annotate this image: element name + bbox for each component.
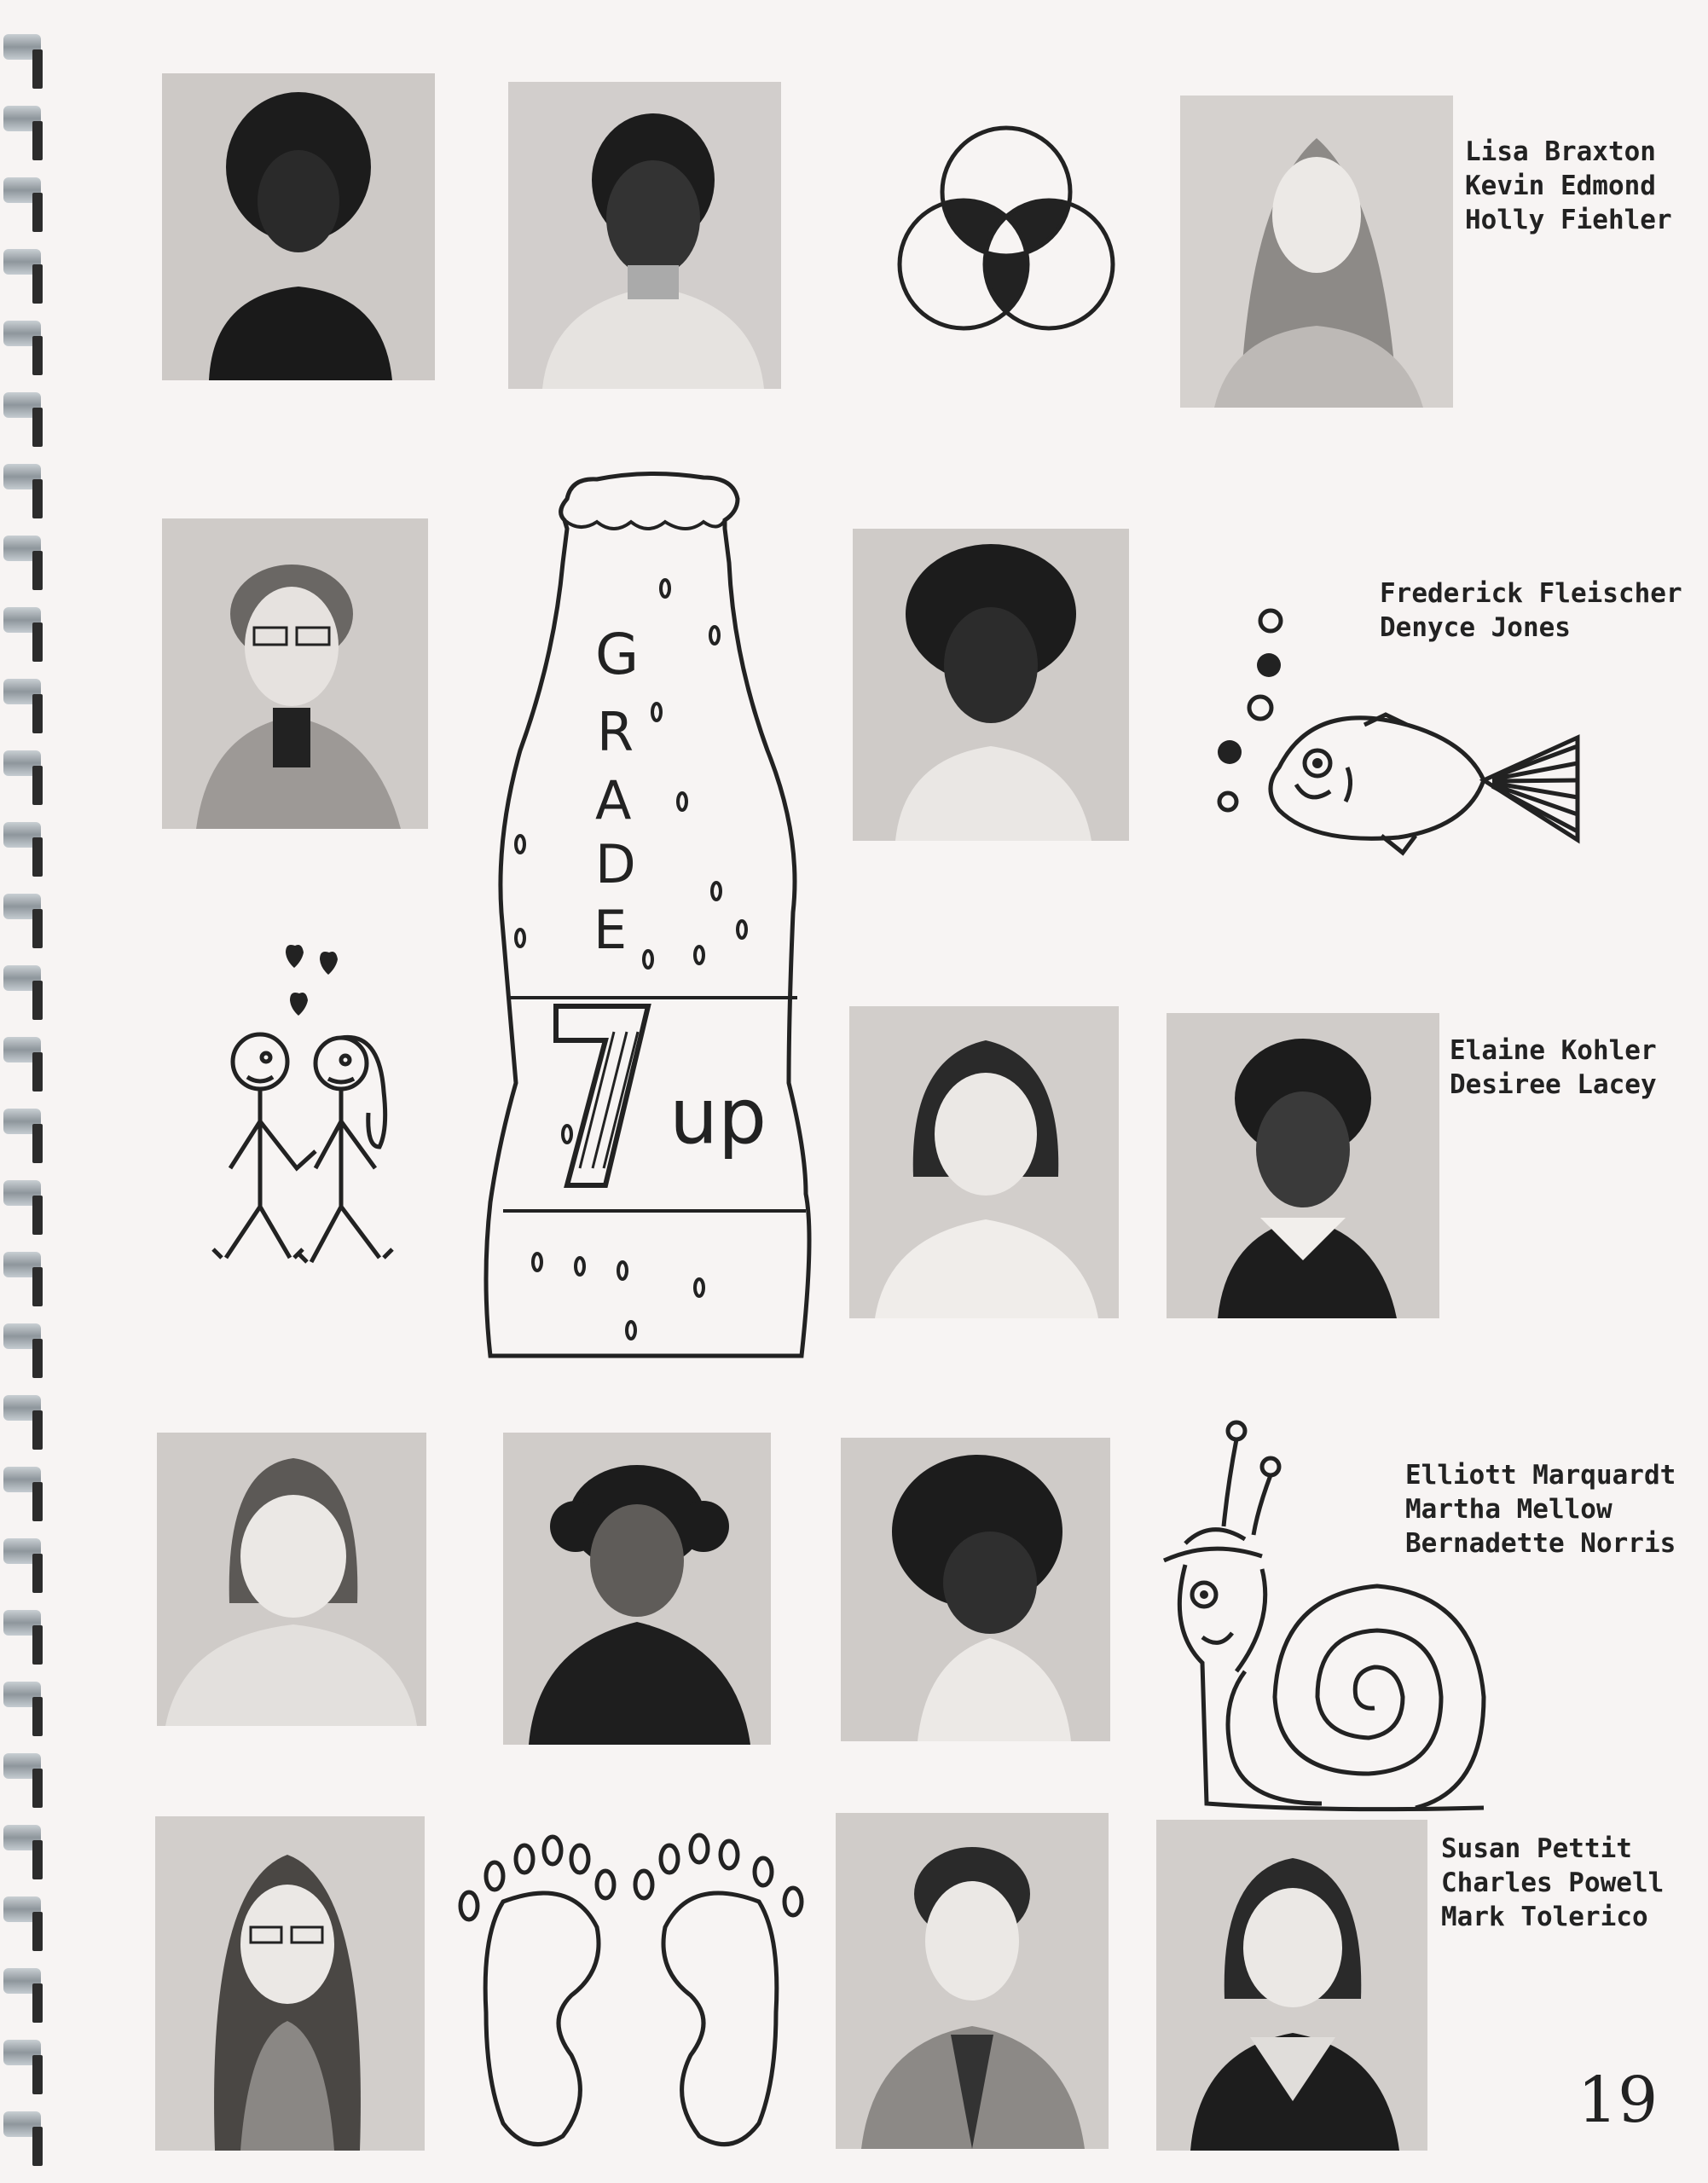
binding-hole <box>32 121 43 160</box>
venn-diagram-doodle <box>878 119 1134 367</box>
binding-hole <box>32 1625 43 1665</box>
binding-hole <box>32 981 43 1020</box>
bottle-letter: R <box>597 701 634 763</box>
student-name: Lisa Braxton <box>1465 136 1656 167</box>
student-name: Kevin Edmond <box>1465 171 1656 201</box>
binding-hole <box>32 1769 43 1808</box>
student-photo <box>849 1006 1119 1318</box>
student-photo <box>853 529 1129 841</box>
name-list <box>1450 1034 1657 1102</box>
binding-hole <box>32 622 43 662</box>
student-photo <box>155 1816 425 2151</box>
bottle-letter: E <box>593 899 628 961</box>
binding-hole <box>32 837 43 877</box>
student-photo <box>1180 96 1453 408</box>
student-photo <box>503 1433 771 1745</box>
binding-hole <box>32 694 43 733</box>
binding-hole <box>32 1482 43 1521</box>
student-photo <box>508 82 781 389</box>
student-name: Frederick Fleischer <box>1380 578 1682 609</box>
student-photo <box>1156 1820 1427 2151</box>
student-photo <box>162 518 428 829</box>
bottle-letter: A <box>595 769 632 831</box>
binding-hole <box>32 1267 43 1306</box>
binding-hole <box>32 1983 43 2023</box>
binding-hole <box>32 1697 43 1736</box>
grade-7-up-bottle-doodle <box>478 469 810 1373</box>
spiral-binding <box>0 0 60 2183</box>
student-name: Bernadette Norris <box>1405 1528 1676 1559</box>
student-name: Holly Fiehler <box>1465 205 1672 235</box>
binding-hole <box>32 766 43 805</box>
name-list <box>1380 576 1682 645</box>
binding-hole <box>32 1840 43 1879</box>
binding-hole <box>32 1196 43 1235</box>
binding-hole <box>32 1052 43 1092</box>
bottle-letter: D <box>595 833 636 895</box>
binding-hole <box>32 1410 43 1450</box>
student-name: Elliott Marquardt <box>1405 1460 1676 1491</box>
bottle-up-text: up <box>669 1072 767 1161</box>
student-photo <box>836 1813 1109 2149</box>
binding-hole <box>32 1339 43 1378</box>
student-name: Denyce Jones <box>1380 612 1571 643</box>
binding-hole <box>32 336 43 375</box>
student-name: Martha Mellow <box>1405 1494 1612 1525</box>
footprints-doodle <box>452 1825 810 2157</box>
binding-hole <box>32 49 43 89</box>
student-photo <box>841 1438 1110 1741</box>
binding-hole <box>32 2055 43 2094</box>
binding-hole <box>32 909 43 948</box>
binding-hole <box>32 1912 43 1951</box>
student-name: Mark Tolerico <box>1441 1902 1648 1932</box>
page-number: 19 <box>1578 2064 1659 2137</box>
binding-hole <box>32 408 43 447</box>
binding-hole <box>32 1124 43 1163</box>
binding-hole <box>32 551 43 590</box>
name-list <box>1441 1832 1664 1934</box>
binding-hole <box>32 264 43 304</box>
stick-figure-couple-doodle <box>213 942 401 1317</box>
binding-hole <box>32 2127 43 2166</box>
student-name: Elaine Kohler <box>1450 1035 1657 1066</box>
student-photo <box>162 73 435 380</box>
student-name: Susan Pettit <box>1441 1833 1632 1864</box>
name-list <box>1405 1458 1676 1561</box>
name-list <box>1465 135 1672 237</box>
binding-hole <box>32 193 43 232</box>
student-photo <box>157 1433 426 1726</box>
binding-hole <box>32 479 43 518</box>
student-name: Charles Powell <box>1441 1867 1665 1898</box>
bottle-letter: G <box>595 622 640 687</box>
student-photo <box>1167 1013 1439 1318</box>
binding-hole <box>32 1554 43 1593</box>
student-name: Desiree Lacey <box>1450 1069 1657 1100</box>
